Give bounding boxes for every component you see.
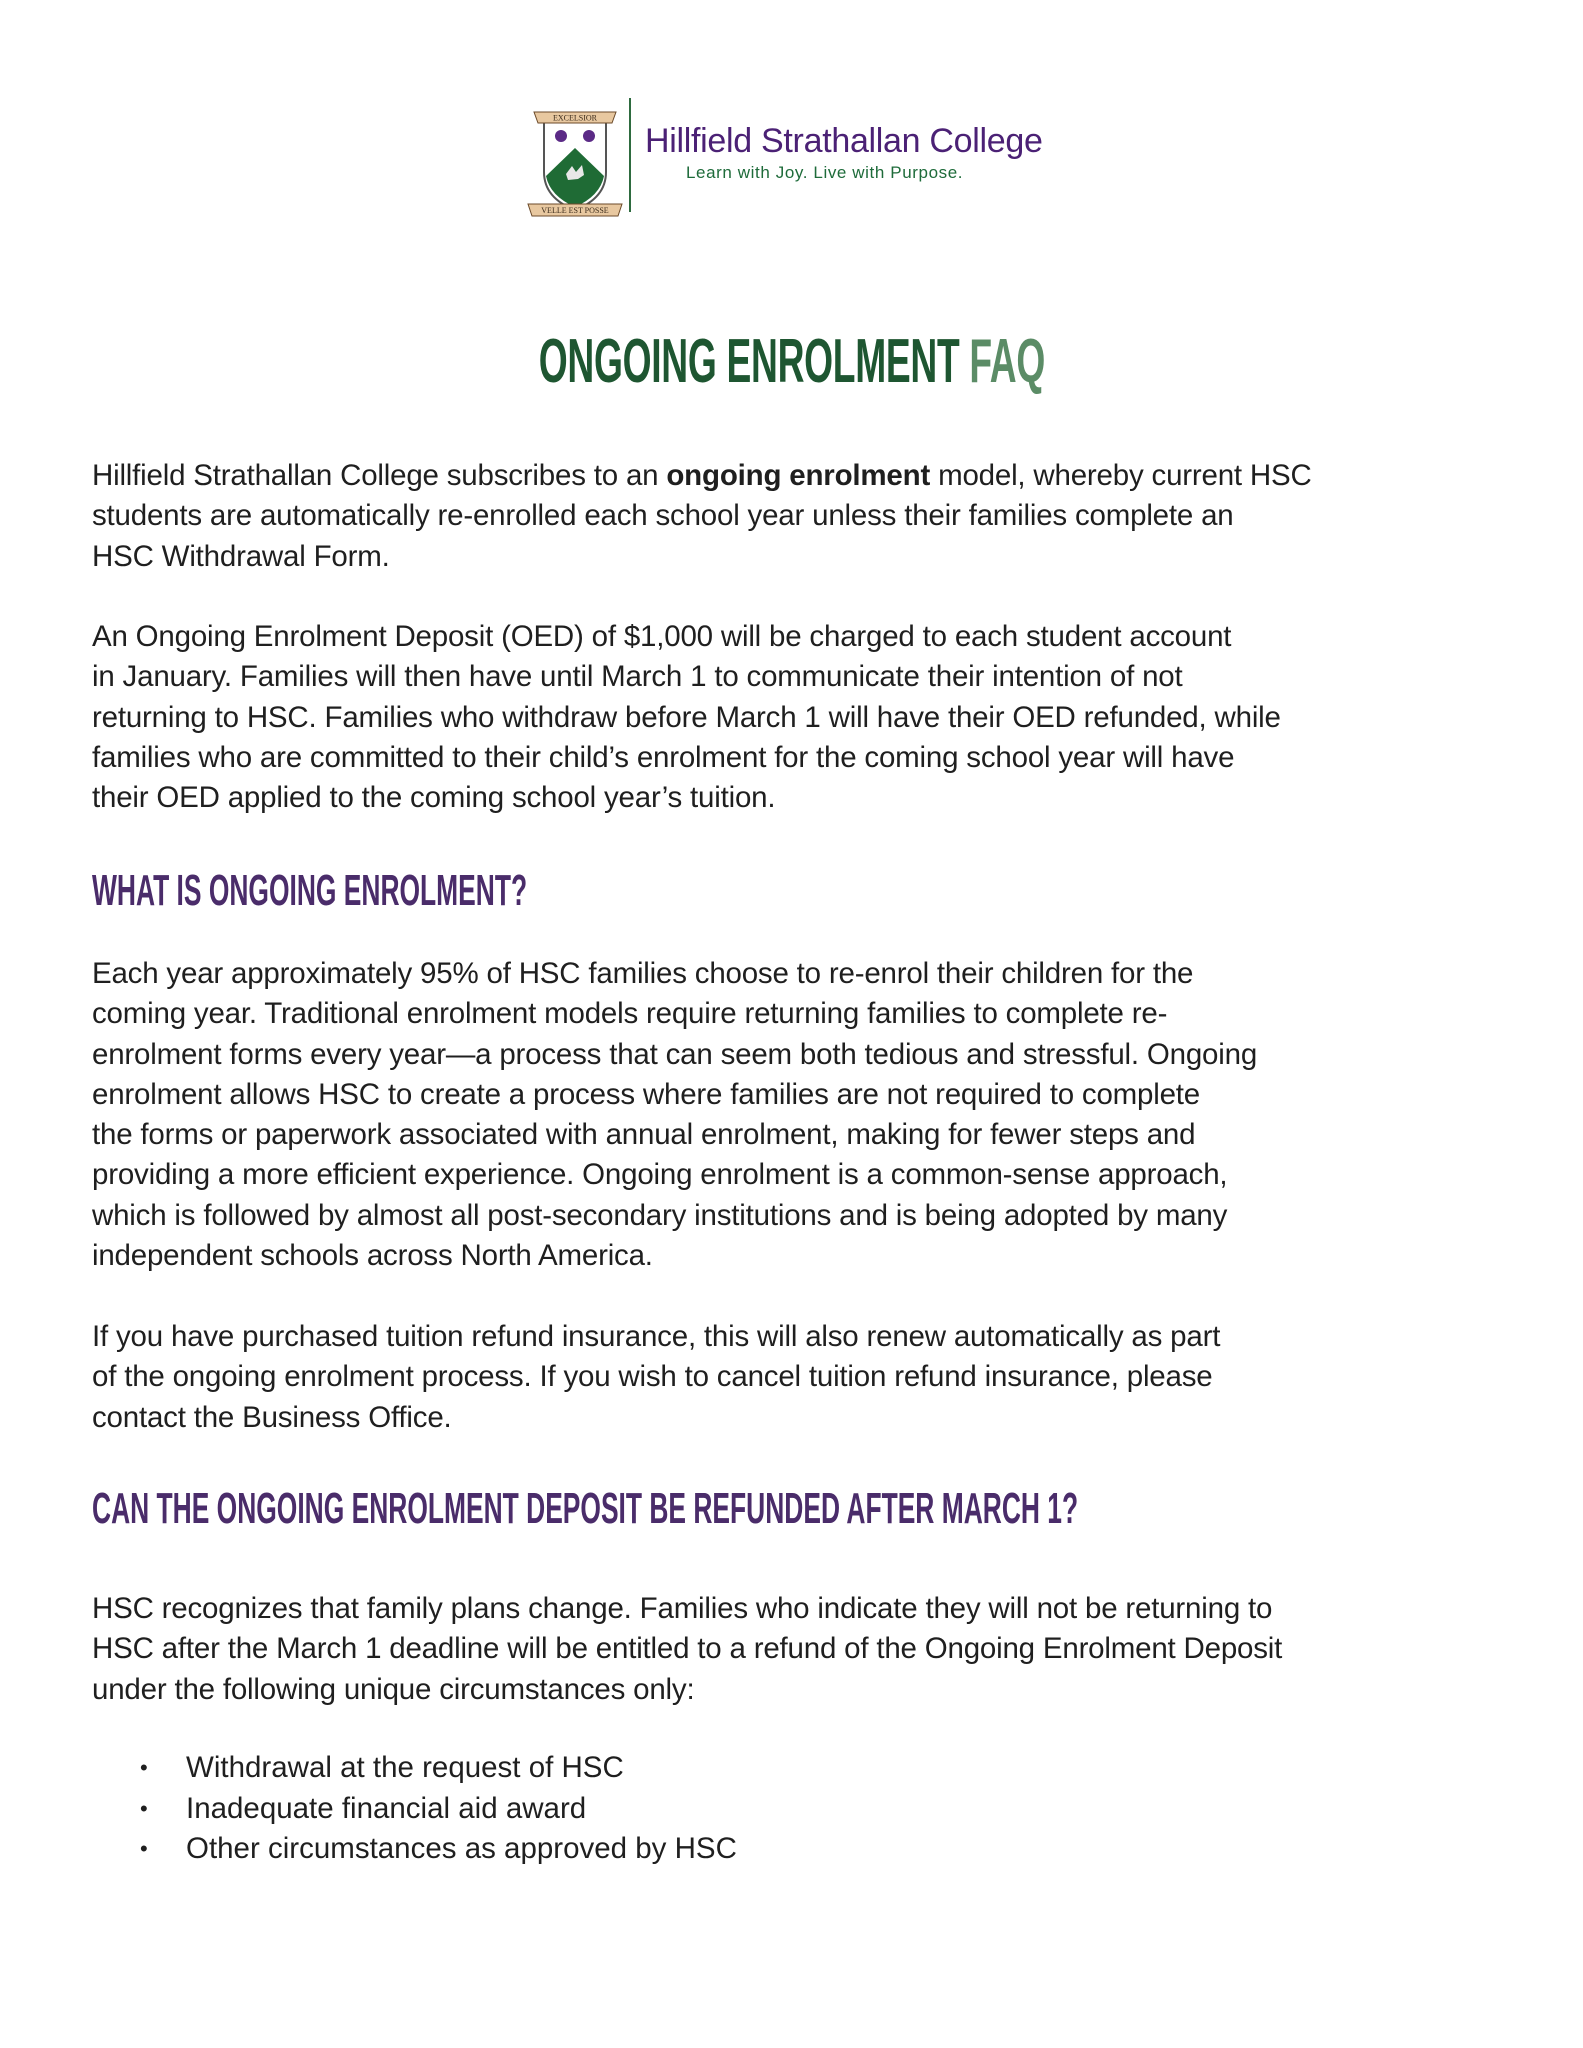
logo-divider bbox=[629, 98, 631, 212]
heading-text: CAN THE ONGOING ENROLMENT DEPOSIT BE REFUNDED AFTER MARCH 1? bbox=[92, 1484, 1079, 1533]
line: of the ongoing enrolment process. If you wish to cancel tuition refund insurance, please bbox=[92, 1360, 1213, 1394]
intro-paragraph-2 bbox=[92, 617, 1281, 818]
line: families who are committed to their child’s enrolment for the coming school year will have bbox=[92, 740, 1235, 774]
line: their OED applied to the coming school year’s tuition. bbox=[92, 781, 776, 815]
section2-paragraph bbox=[92, 1589, 1282, 1710]
bullet-icon: • bbox=[140, 1795, 148, 1821]
line: If you have purchased tuition refund insurance, this will also renew automatically as part bbox=[92, 1320, 1221, 1353]
line: contact the Business Office. bbox=[92, 1400, 452, 1434]
list-item bbox=[140, 1789, 737, 1830]
circumstances-list bbox=[140, 1748, 737, 1870]
line: which is followed by almost all post-secondary institutions and is being adopted by many bbox=[92, 1198, 1228, 1232]
line: An Ongoing Enrolment Deposit (OED) of $1,000 will be charged to each student account bbox=[92, 620, 1232, 653]
list-item bbox=[140, 1748, 737, 1789]
bullet-icon: • bbox=[140, 1836, 148, 1861]
list-item-text: Withdrawal at the request of HSC bbox=[186, 1751, 624, 1784]
line: returning to HSC. Families who withdraw before March 1 will have their OED refunded, while bbox=[92, 700, 1281, 734]
line: Each year approximately 95% of HSC families choose to re-enrol their children for the bbox=[92, 957, 1194, 990]
line: coming year. Traditional enrolment models require returning families to complete re- bbox=[92, 997, 1168, 1031]
title-main: ONGOING ENROLMENT bbox=[538, 327, 960, 396]
line: independent schools across North America. bbox=[92, 1239, 653, 1273]
line: enrolment allows HSC to create a process where families are not required to complete bbox=[92, 1077, 1201, 1111]
bold-term: ongoing enrolment bbox=[666, 459, 931, 492]
heading-text: WHAT IS ONGOING ENROLMENT? bbox=[92, 866, 528, 915]
crest-motto-top: EXCELSIOR bbox=[553, 113, 597, 123]
line: HSC after the March 1 deadline will be entitled to a refund of the Ongoing Enrolment Deposit bbox=[92, 1632, 1283, 1666]
section1-paragraph-2 bbox=[92, 1317, 1220, 1438]
line: under the following unique circumstances only: bbox=[92, 1672, 695, 1706]
college-name: Hillfield Strathallan College bbox=[645, 122, 1043, 160]
crest-motto-bottom: VELLE EST POSSE bbox=[541, 206, 609, 215]
title-faq: FAQ bbox=[969, 327, 1045, 396]
line: the forms or paperwork associated with annual enrolment, making for fewer steps and bbox=[92, 1118, 1196, 1152]
list-item-text: Other circumstances as approved by HSC bbox=[186, 1832, 737, 1865]
line: HSC Withdrawal Form. bbox=[92, 539, 390, 573]
line: providing a more efficient experience. Ongoing enrolment is a common-sense approach, bbox=[92, 1158, 1228, 1192]
section1-paragraph-1 bbox=[92, 954, 1257, 1276]
text: model, whereby current HSC bbox=[930, 459, 1312, 492]
line: in January. Families will then have until March 1 to communicate their intention of not bbox=[92, 660, 1183, 694]
list-item-text: Inadequate financial aid award bbox=[186, 1791, 587, 1825]
line: students are automatically re-enrolled each school year unless their families complete an bbox=[92, 499, 1234, 533]
line: enrolment forms every year—a process that can seem both tedious and stressful. Ongoing bbox=[92, 1037, 1258, 1071]
section-heading-refund bbox=[92, 1484, 1583, 1534]
intro-paragraph-1 bbox=[92, 456, 1312, 577]
page-title bbox=[0, 326, 1583, 397]
college-tagline: Learn with Joy. Live with Purpose. bbox=[686, 163, 964, 182]
list-item bbox=[140, 1829, 737, 1870]
bullet-icon: • bbox=[140, 1755, 148, 1780]
line: HSC recognizes that family plans change. Families who indicate they will not be returning to bbox=[92, 1592, 1273, 1625]
section-heading-what-is bbox=[92, 866, 817, 916]
college-crest-logo bbox=[526, 92, 624, 218]
text: Hillfield Strathallan College subscribes to an bbox=[92, 459, 667, 492]
